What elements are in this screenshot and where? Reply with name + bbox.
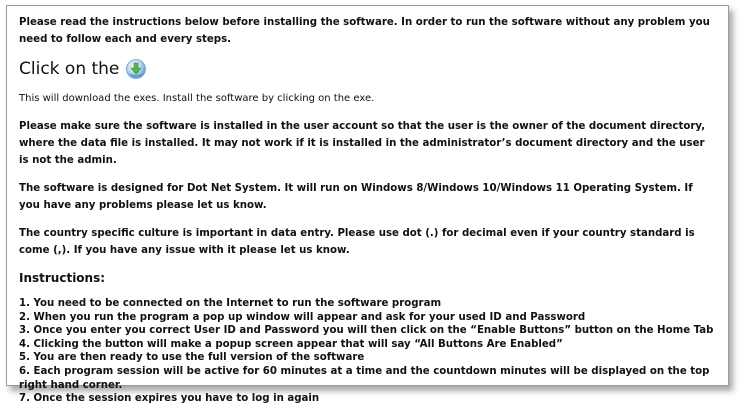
- click-label: Click on the: [19, 59, 120, 79]
- paragraph-user-account: Please make sure the software is installed in the user account so that the user is the owner of the document directory, where the data file is installed. It may not work if it is installed in the administrator’s document directory and the user is not the admin.: [19, 121, 706, 166]
- list-item: 2. When you run the program a pop up window will appear and ask for your used ID and Password: [19, 311, 586, 323]
- download-note: This will download the exes. Install the software by clicking on the exe.: [19, 93, 375, 104]
- paragraph-culture: The country specific culture is important in data entry. Please use dot (.) for decimal even if your country standard is come (,). If you have any issue with it please let us know.: [19, 228, 695, 256]
- paragraph-dotnet-system: The software is designed for Dot Net System. It will run on Windows 8/Windows 10/Windows 11 Operating System. If you have any problems please let us know.: [19, 183, 693, 211]
- intro-text: Please read the instructions below before installing the software. In order to run the software without any problem you need to follow each and every steps.: [19, 17, 710, 45]
- list-item: 7. Once the session expires you have to log in again: [19, 393, 320, 405]
- download-row: [19, 54, 716, 84]
- list-item: 4. Clicking the button will make a popup screen appear that will say “All Buttons Are Enabled”: [19, 338, 563, 350]
- instructions-heading: Instructions:: [19, 271, 106, 285]
- list-item: 1. You need to be connected on the Internet to run the software program: [19, 298, 442, 309]
- instructions-list: [19, 297, 716, 406]
- instructions-panel: [6, 5, 729, 405]
- list-item: 5. You are then ready to use the full version of the software: [19, 352, 365, 364]
- download-icon[interactable]: [125, 58, 147, 80]
- list-item: 3. Once you enter you correct User ID and Password you will then click on the “Enable Buttons” button on the Home Tab: [19, 325, 714, 337]
- list-item: 6. Each program session will be active for 60 minutes at a time and the countdown minutes will be displayed on the top right hand corner.: [19, 365, 710, 391]
